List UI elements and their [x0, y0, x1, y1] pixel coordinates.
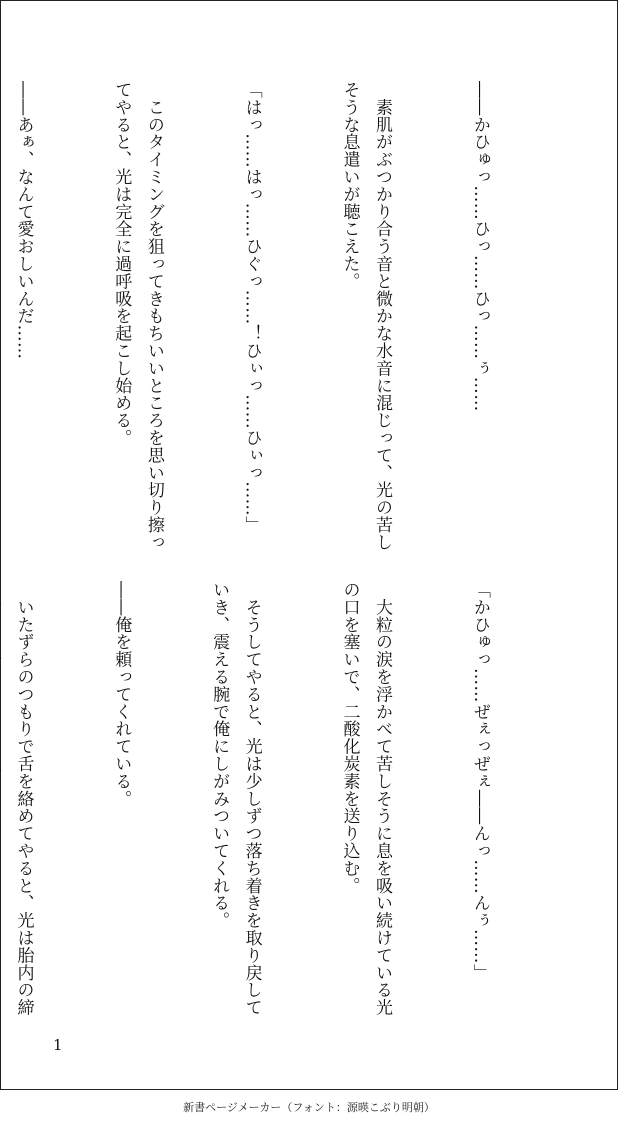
paragraph: ――俺を頼ってくれている。	[111, 581, 132, 808]
paragraph: いたずらのつもりで舌を絡めてやると、光は胎内の締	[13, 598, 34, 1016]
page-number: 1	[53, 1036, 63, 1054]
bottom-text-section	[13, 581, 561, 1021]
paragraph: 素肌がぶつかり合う音と微かな水音に混じって、光の苦しそうな息遣いが聴こえた。	[339, 81, 393, 551]
paragraph: そうしてやると、光は少しずつ落ち着きを取り戻していき、震える腕で俺にしがみついてくれる。	[209, 581, 262, 1016]
paragraph: 「かひゅっ……ぜぇっぜぇ――んっ……んぅ……」	[469, 581, 490, 982]
paragraph: 「はっ……はっ……ひぐっ……！ひぃっ……ひぃっ……」	[241, 81, 262, 534]
footer-caption: 新書ページメーカー（フォント：源暎こぶり明朝）	[183, 1101, 435, 1114]
paragraph: このタイミングを狙ってきもちいいところを思い切り擦ってやると、光は完全に過呼吸を起こし始める。	[111, 81, 164, 551]
paragraph: ――かひゅっ……ひっ……ひっ……ぅ……	[469, 81, 490, 412]
top-text-section	[13, 81, 561, 553]
paragraph: 大粒の涙を浮かべて苦しそうに息を吸い続けている光の口を塞いで、二酸化炭素を送り込む。	[339, 581, 393, 1016]
paragraph: ――あぁ、なんて愛おしいんだ……	[13, 81, 34, 360]
